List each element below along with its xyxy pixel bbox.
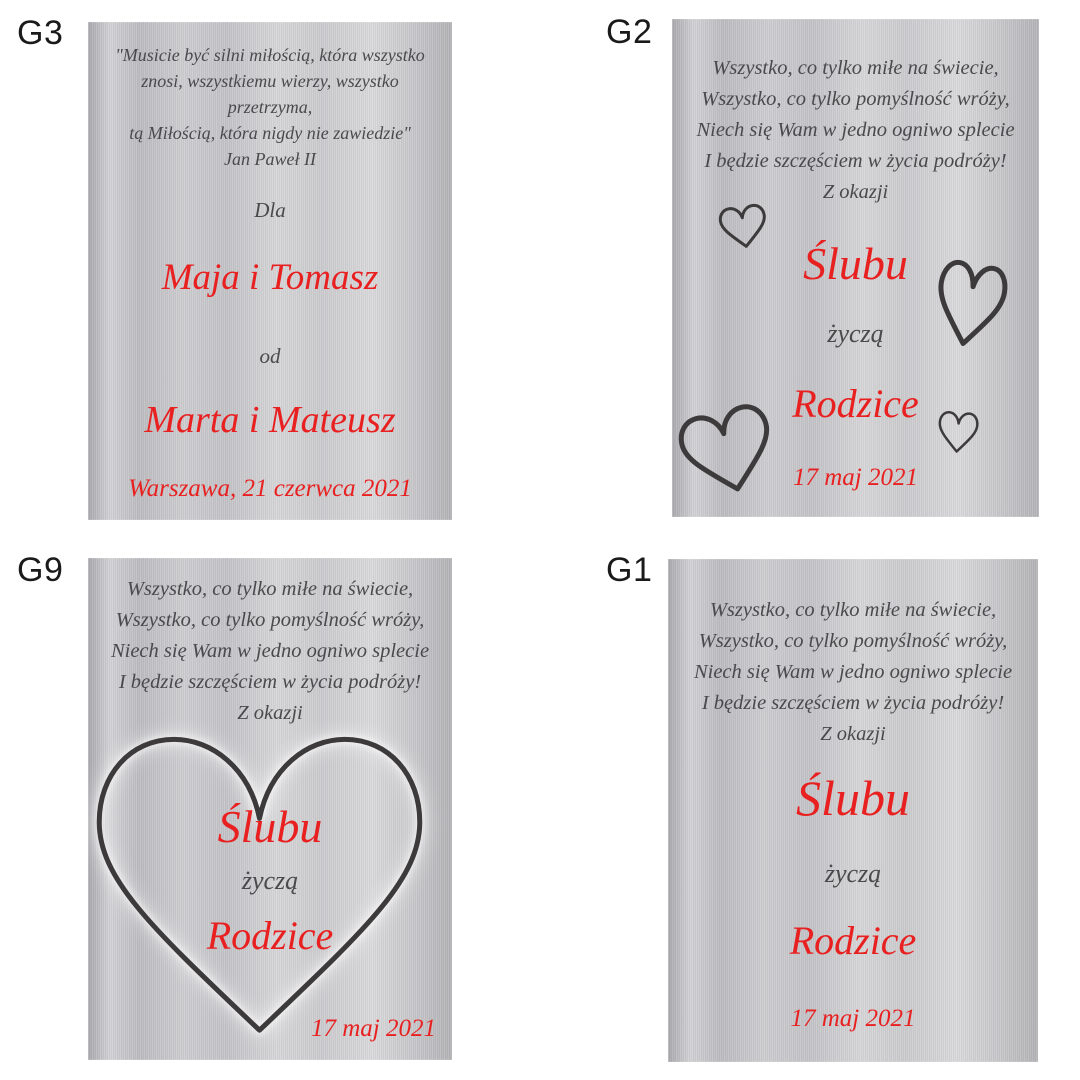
poem-block — [672, 53, 1039, 208]
poem-line: Wszystko, co tylko pomyślność wróży, — [701, 88, 1010, 110]
poem-line: Niech się Wam w jedno ogniwo splecie — [110, 640, 430, 662]
poem-line: I będzie szczęściem w życia podróży! — [701, 692, 1005, 714]
panel-label-g2: G2 — [606, 13, 653, 51]
place-date-line: Warszawa, 21 czerwca 2021 — [128, 475, 412, 502]
couple-names: Maja i Tomasz — [161, 257, 379, 298]
plaque-g2 — [672, 19, 1039, 517]
from-names: Rodzice — [206, 913, 334, 958]
wish-word: życzą — [827, 319, 884, 348]
date-line: 17 maj 2021 — [311, 1015, 436, 1042]
quote-line: tą Miłością, która nigdy nie zawiedzie" — [129, 123, 411, 143]
plaque-g1 — [668, 559, 1038, 1062]
occasion-intro: Z okazji — [237, 702, 303, 724]
occasion-intro: Z okazji — [820, 723, 886, 745]
quote-block — [88, 42, 452, 172]
date-line: 17 maj 2021 — [793, 464, 918, 491]
giver-names: Marta i Mateusz — [144, 399, 396, 441]
heart-outline-icon — [937, 410, 980, 455]
panel-label-g9: G9 — [17, 551, 64, 589]
plaque-g9 — [88, 558, 452, 1060]
heart-outline-icon — [717, 202, 770, 251]
from-names: Rodzice — [789, 918, 917, 963]
occasion-intro: Z okazji — [822, 181, 889, 203]
poem-line: Wszystko, co tylko miłe na świecie, — [126, 578, 414, 600]
plaque-g3 — [88, 22, 452, 520]
poem-line: Wszystko, co tylko pomyślność wróży, — [698, 630, 1008, 652]
poem-line: I będzie szczęściem w życia podróży! — [704, 150, 1007, 172]
panel-label-g1: G1 — [606, 551, 653, 589]
quote-line: znosi, wszystkiemu wierzy, wszystko — [141, 71, 399, 91]
poem-line: Wszystko, co tylko pomyślność wróży, — [115, 609, 425, 631]
poem-block — [88, 574, 452, 729]
panel-label-g3: G3 — [17, 14, 64, 52]
poem-line: I będzie szczęściem w życia podróży! — [118, 671, 422, 693]
quote-line: przetrzyma, — [227, 97, 313, 117]
wish-word: życzą — [824, 859, 882, 888]
wish-word: życzą — [241, 866, 299, 895]
date-line: 17 maj 2021 — [790, 1005, 916, 1032]
quote-author: Jan Paweł II — [224, 149, 316, 169]
poem-line: Wszystko, co tylko miłe na świecie, — [712, 57, 999, 79]
poem-line: Niech się Wam w jedno ogniwo splecie — [696, 119, 1015, 141]
poem-line: Niech się Wam w jedno ogniwo splecie — [693, 661, 1013, 683]
occasion-word: Ślubu — [803, 238, 908, 289]
quote-line: "Musicie być silni miłością, która wszystko — [115, 45, 425, 65]
occasion-word: Ślubu — [796, 770, 910, 826]
dedication-from-word: od — [259, 344, 281, 368]
from-names: Rodzice — [792, 381, 919, 426]
occasion-word: Ślubu — [217, 801, 323, 852]
dedication-to-word: Dla — [254, 198, 286, 222]
poem-line: Wszystko, co tylko miłe na świecie, — [709, 599, 997, 621]
poem-block — [668, 595, 1038, 750]
